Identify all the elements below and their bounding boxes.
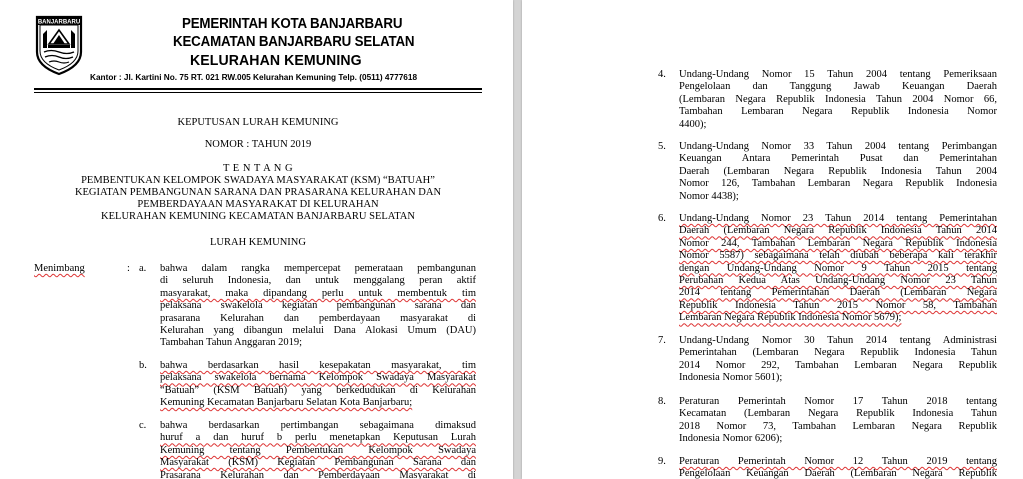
legal-basis-item-9 (679, 456, 997, 479)
letterhead-rule-thick (34, 88, 482, 90)
text-line: Nomor 244, Tambahan Lembaran Negara Republik Indonesia (679, 237, 997, 249)
letterhead-address: Kantor : Jl. Kartini No. 75 RT. 021 RW.005 Kelurahan Kemuning Telp. (0511) 4777618 (90, 72, 418, 82)
text-line: Keuangan Antara Pemerintah Pusat dan Pemerintahan (679, 153, 997, 165)
text-line: Pemerintahan (Lembaran Negara Republik Indonesia Tahun (679, 347, 997, 359)
text-line: 2014 Nomor 292, Tambahan Lembaran Negara Republik (679, 359, 997, 371)
text-line: bahwa dalam rangka mempercepat pemerataan pembangunan (160, 263, 476, 274)
text-line: Tambahan Lembaran Negara Republik Indonesia Nomor (679, 106, 997, 118)
text-line: Kemuning tentang Pembentukan Kelompok Swadaya (160, 444, 476, 456)
legal-basis-item-8 (679, 396, 997, 446)
legal-basis-number: 9. (658, 456, 666, 467)
decree-tentang: T E N T A N G (222, 163, 294, 174)
text-line: 4400); (679, 118, 707, 130)
legal-basis-number: 6. (658, 213, 666, 224)
legal-basis-number: 4. (658, 69, 666, 80)
text-line: Undang-Undang Nomor 33 Tahun 2004 tentang Perimbangan (679, 141, 997, 152)
text-line: masyarakat, maka dipandang perlu untuk membentuk tim (160, 287, 476, 299)
text-line: 2018 Nomor 73, Tambahan Lembaran Negara Republik (679, 420, 997, 432)
text-line: “Batuah” (KSM Batuah) yang berkedudukan di Kelurahan (160, 384, 476, 396)
decree-title: KEPUTUSAN LURAH KEMUNING (177, 117, 339, 128)
text-line: bahwa berdasarkan pertimbangan sebagaimana dimaksud (160, 420, 476, 431)
document-page-right[interactable] (522, 0, 1023, 479)
text-line: (Lembaran Negara Republik Indonesia Tahun 2004 Nomor 66, (679, 93, 997, 105)
letterhead-rule-thin (34, 92, 482, 93)
decree-issuer: LURAH KEMUNING (210, 237, 306, 248)
text-line: Kemuning Kecamatan Banjarbaru Selatan Kota Banjarbaru; (160, 397, 413, 409)
letterhead-district: KECAMATAN BANJARBARU SELATAN (173, 34, 415, 50)
text-line: Peraturan Pemerintah Nomor 12 Tahun 2019 tentang (679, 456, 997, 467)
menimbang-item-marker: b. (139, 360, 147, 371)
letterhead-village: KELURAHAN KEMUNING (190, 52, 362, 69)
text-line: Undang-Undang Nomor 15 Tahun 2004 tentang Pemeriksaan (679, 69, 997, 80)
text-line: di seluruh Indonesia, dan untuk menggalang peran aktif (160, 275, 476, 287)
text-line: Masyarakat (KSM) Kegiatan Pembangunan Sarana dan (160, 457, 476, 469)
text-line: Kecamatan (Lembaran Negara Republik Indonesia Tahun (679, 408, 997, 420)
text-line: Undang-Undang Nomor 30 Tahun 2014 tentang Administrasi (679, 335, 997, 346)
text-line: Tambahan Tahun Anggaran 2019; (160, 337, 303, 349)
decree-number: NOMOR : TAHUN 2019 (204, 139, 312, 150)
text-line: Undang-Undang Nomor 23 Tahun 2014 tentang Pemerintahan (679, 213, 997, 224)
text-line: Pengelolaan dan Tanggung Jawab Keuangan Daerah (679, 81, 997, 93)
text-line: Perubahan Kedua Atas Undang-Undang Nomor 23 Tahun (679, 275, 997, 287)
menimbang-item-marker: a. (139, 263, 147, 274)
menimbang-colon: : (127, 263, 130, 274)
legal-basis-number: 7. (658, 335, 666, 346)
banjarbaru-coat-of-arms-logo (34, 14, 84, 76)
text-line: Nomor 5587) sebagaimana telah diubah beberapa kali terakhir (679, 250, 997, 262)
legal-basis-number: 5. (658, 141, 666, 152)
text-line: dengan Undang-Undang Nomor 9 Tahun 2015 tentang (679, 262, 997, 274)
legal-basis-number: 8. (658, 396, 666, 407)
menimbang-label: Menimbang (34, 263, 85, 274)
text-line: bahwa berdasarkan hasil kesepakatan masyarakat, tim (160, 360, 476, 371)
menimbang-item-marker: c. (139, 420, 147, 431)
text-line: Lembaran Negara Republik Indonesia Nomor 5679); (679, 312, 902, 324)
text-line: Kelurahan yang dibangun melalui Dana Alokasi Umum (DAU) (160, 325, 476, 337)
menimbang-item-c (160, 420, 476, 479)
text-line: Daerah (Lembaran Negara Republik Indonesia Tahun 2004 (679, 165, 997, 177)
menimbang-item-b (160, 360, 476, 410)
text-line: Daerah (Lembaran Negara Republik Indonesia Tahun 2014 (679, 225, 997, 237)
legal-basis-item-4 (679, 69, 997, 131)
text-line: Prasarana Kelurahan dan Pemberdayaan Masyarakat di (160, 469, 476, 479)
legal-basis-item-6 (679, 213, 997, 325)
text-line: Indonesia Nomor 5601); (679, 372, 783, 384)
decree-subject-line: PEMBERDAYAAN MASYARAKAT DI KELURAHAN (137, 199, 379, 210)
legal-basis-item-5 (679, 141, 997, 203)
text-line: Pengelolaan Keuangan Daerah (Lembaran Negara Republik (679, 468, 997, 479)
letterhead-government: PEMERINTAH KOTA BANJARBARU (182, 16, 403, 32)
logo-text: BANJARBARU (37, 19, 81, 26)
text-line: Indonesia Nomor 6206); (679, 433, 783, 445)
text-line: 2014 tentang Pemerintahan Daerah (Lembaran Negara (679, 287, 997, 299)
decree-subject-line: PEMBENTUKAN KELOMPOK SWADAYA MASYARAKAT (KSM) “BATUAH” (81, 175, 435, 186)
text-line: Republik Indonesia Tahun 2015 Nomor 58, Tambahan (679, 299, 997, 311)
text-line: Peraturan Pemerintah Nomor 17 Tahun 2018 tentang (679, 396, 997, 407)
text-line: prasarana Kelurahan dan pemberdayaan masyarakat di (160, 312, 476, 324)
text-line: Nomor 126, Tambahan Lembaran Negara Republik Indonesia (679, 178, 997, 190)
decree-subject-line: KEGIATAN PEMBANGUNAN SARANA DAN PRASARANA KELURAHAN DAN (74, 187, 442, 198)
text-line: pelaksana swakelola kegiatan pembangunan sarana dan (160, 300, 476, 312)
text-line: pelaksana swakelola bernama Kelompok Swadaya Masyarakat (160, 372, 476, 384)
text-line: Nomor 4438); (679, 190, 739, 202)
decree-subject-line: KELURAHAN KEMUNING KECAMATAN BANJARBARU SELATAN (101, 211, 415, 222)
text-line: huruf a dan huruf b perlu menetapkan Keputusan Lurah (160, 432, 476, 444)
legal-basis-item-7 (679, 335, 997, 385)
menimbang-item-a (160, 263, 476, 350)
